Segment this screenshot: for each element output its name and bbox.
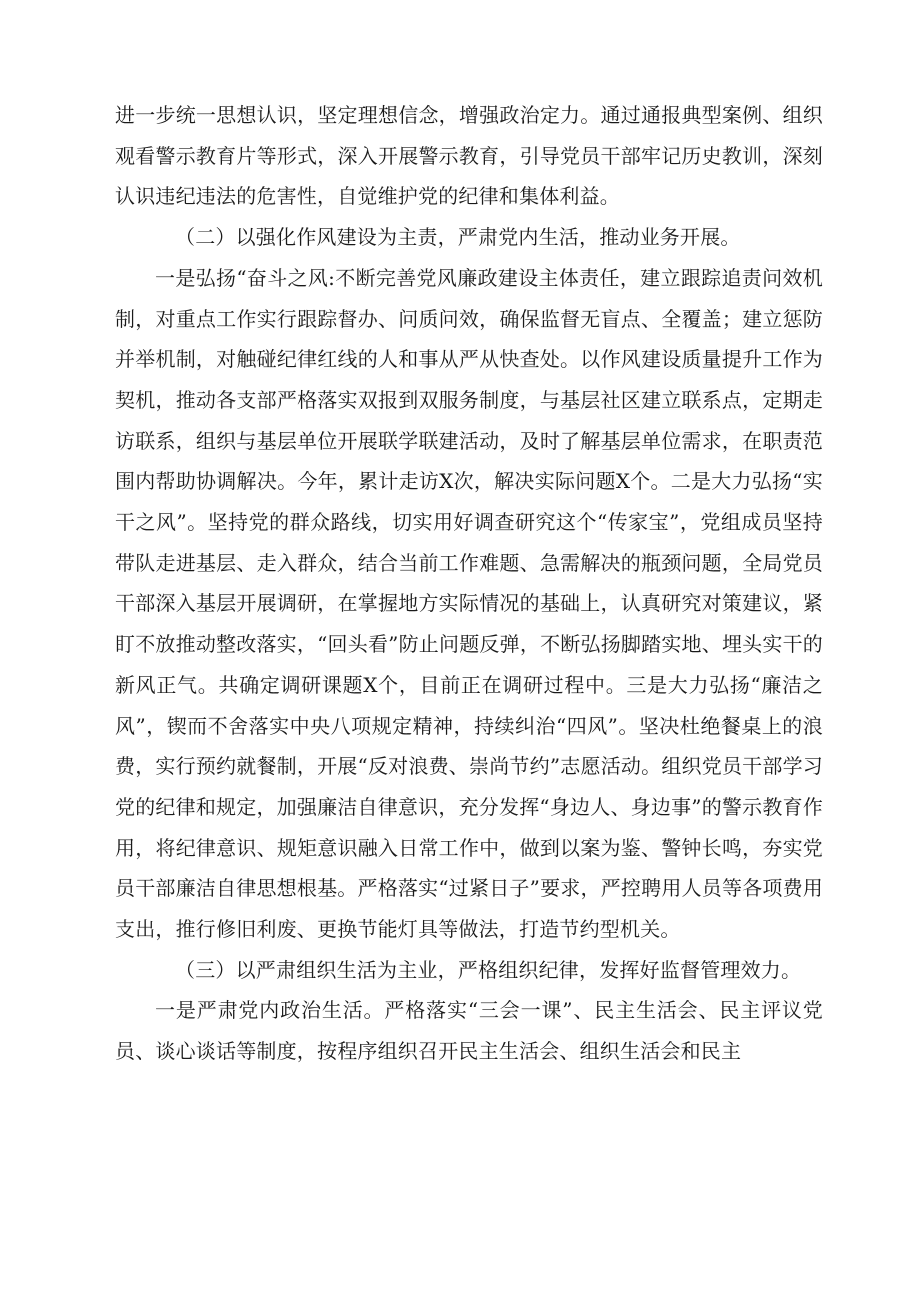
document-body xyxy=(115,95,823,1072)
body-paragraph-style: 一是弘扬“奋斗之风:不断完善党风廉政建设主体责任，建立跟踪追责问效机制，对重点工作实行跟踪督办、问质问效，确保监督无盲点、全覆盖；建立惩防并举机制，对触碰纪律红线的人和事从严从快查处。以作风建设质量提升工作为契机，推动各支部严格落实双报到双服务制度，与基层社区建立联系点，定期走访联系，组织与基层单位开展联学联建活动，及时了解基层单位需求，在职责范围内帮助协调解决。今年，累计走访X次，解决实际问题X个。二是大力弘扬“实干之风”。坚持党的群众路线，切实用好调查研究这个“传家宝”，党组成员坚持带队走进基层、走入群众，结合当前工作难题、急需解决的瓶颈问题，全局党员干部深入基层开展调研，在掌握地方实际情况的基础上，认真研究对策建议，紧盯不放推动整改落实，“回头看”防止问题反弹，不断弘扬脚踏实地、埋头实干的新风正气。共确定调研课题X个，目前正在调研过程中。三是大力弘扬“廉洁之风”，锲而不舍落实中央八项规定精神，持续纠治“四风”。坚决杜绝餐桌上的浪费，实行预约就餐制，开展“反对浪费、崇尚节约”志愿活动。组织党员干部学习党的纪律和规定，加强廉洁自律意识，充分发挥“身边人、身边事”的警示教育作用，将纪律意识、规矩意识融入日常工作中，做到以案为鉴、警钟长鸣，夯实党员干部廉洁自律思想根基。严格落实“过紧日子”要求，严控聘用人员等各项费用支出，推行修旧利废、更换节能灯具等做法，打造节约型机关。 xyxy=(115,265,823,942)
section-heading-2: （二）以强化作风建设为主责，严肃党内生活，推动业务开展。 xyxy=(175,225,741,250)
section-heading-3: （三）以严肃组织生活为主业，严格组织纪律，发挥好监督管理效力。 xyxy=(175,957,802,982)
body-paragraph-continued: 进一步统一思想认识，坚定理想信念，增强政治定力。通过通报典型案例、组织观看警示教育片等形式，深入开展警示教育，引导党员干部牢记历史教训，深刻认识违纪违法的危害性，自觉维护党的纪律和集体利益。 xyxy=(115,103,823,209)
body-paragraph-organization: 一是严肃党内政治生活。严格落实“三会一课”、民主生活会、民主评议党员、谈心谈话等制度，按程序组织召开民主生活会、组织生活会和民主 xyxy=(115,998,823,1064)
